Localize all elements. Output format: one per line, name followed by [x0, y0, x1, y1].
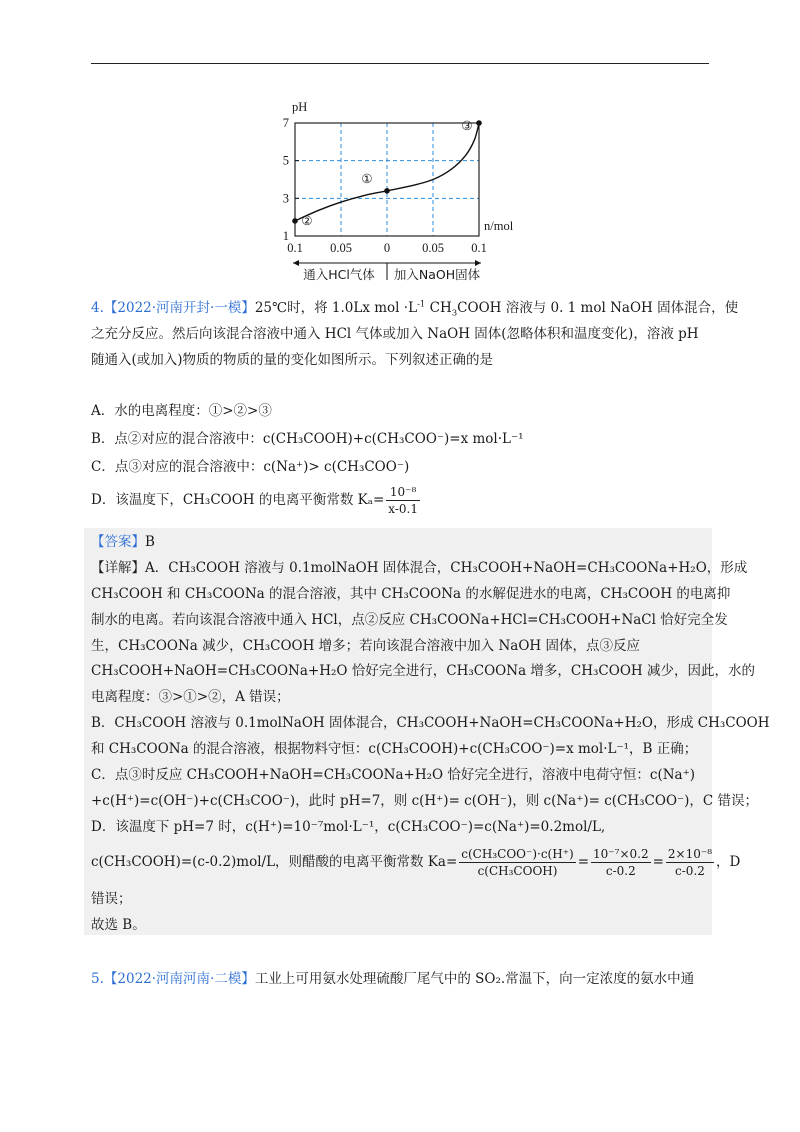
detail-last-1: 错误；	[91, 891, 132, 907]
ph-chart	[270, 95, 530, 295]
answer-value: B	[145, 534, 155, 550]
y-tick-label: 5	[282, 153, 289, 168]
left-arrow-icon	[293, 260, 299, 266]
detail-text: A．CH₃COOH 溶液与 0.1molNaOH 固体混合，CH₃COOH+NaOH=CH₃COONa+H₂O，形成	[145, 560, 748, 576]
option-d-text: D．该温度下，CH₃COOH 的电离平衡常数 Kₐ=	[91, 492, 385, 508]
ka-prefix: c(CH₃COOH)=(c-0.2)mol/L，则醋酸的电离平衡常数 Ka=	[91, 854, 458, 870]
question-text: COOH 溶液与 0. 1 mol NaOH 固体混合，使	[457, 300, 739, 316]
point-label: ①	[361, 171, 373, 186]
x-axis-label: n/mol	[484, 219, 514, 233]
direction-label-left: 通入HCl气体	[303, 267, 375, 282]
question-source: 【2022·河南河南·二模】	[103, 971, 255, 987]
x-tick-label: 0.1	[287, 241, 303, 255]
question-source: 【2022·河南开封·一模】	[103, 300, 255, 316]
direction-label-right: 加入NaOH固体	[393, 267, 481, 282]
option-b: B．点②对应的混合溶液中：c(CH₃COOH)+c(CH₃COO⁻)=x mol·L⁻¹	[91, 431, 524, 447]
question-4	[91, 295, 739, 373]
option-c: C．点③对应的混合溶液中：c(Na⁺)> c(CH₃COO⁻)	[91, 459, 410, 475]
data-point	[476, 120, 482, 126]
option-a: A．水的电离程度：①>②>③	[91, 403, 272, 419]
answer-tag: 【答案】	[91, 534, 145, 550]
x-tick-label: 0	[383, 241, 391, 255]
ka-fraction-1	[459, 846, 575, 879]
question-text: CH	[425, 300, 452, 316]
detail-line-6: B．CH₃COOH 溶液与 0.1molNaOH 固体混合，CH₃COOH+NaOH=CH₃COONa+H₂O，形成 CH₃COOH	[91, 715, 770, 731]
y-tick-label: 3	[282, 191, 289, 206]
chart-axes	[283, 100, 514, 280]
equals-sign: =	[577, 854, 590, 870]
ka-fraction-2	[591, 846, 651, 879]
detail-tag: 【详解】	[91, 560, 145, 576]
data-point	[384, 188, 390, 194]
question-number: 5.	[91, 971, 104, 987]
right-arrow-icon	[475, 260, 481, 266]
fraction-denominator: x-0.1	[388, 502, 418, 516]
detail-line-5: 电离程度：③>①>②，A 错误；	[91, 689, 290, 705]
fraction-denominator: c-0.2	[605, 864, 636, 878]
question-4-line-1	[91, 295, 739, 321]
fraction-numerator: c(CH₃COO⁻)·c(H⁺)	[461, 847, 574, 861]
ka-suffix: ，D	[716, 854, 741, 870]
question-text: 工业上可用氨水处理硫酸厂尾气中的 SO₂.常温下，向一定浓度的氨水中通	[254, 971, 695, 987]
fraction-numerator: 10⁻⁷×0.2	[593, 847, 649, 861]
y-tick-label: 7	[282, 116, 289, 130]
question-text: 25℃时，将 1.0Lx mol ·L	[254, 300, 418, 316]
question-number: 4.	[91, 300, 104, 316]
y-axis-label: pH	[292, 100, 308, 114]
question-4-line-2: 之充分反应。然后向该混合溶液中通入 HCl 气体或加入 NaOH 固体(忽略体积和温度变化)，溶液 pH	[91, 326, 699, 342]
point-label: ③	[461, 119, 473, 133]
ka-fraction-3	[666, 846, 714, 879]
top-rule	[91, 63, 709, 64]
detail-line-1: CH₃COOH 和 CH₃COONa 的混合溶液，其中 CH₃COONa 的水解促进水的电离，CH₃COOH 的电离抑	[91, 586, 731, 602]
detail-line-10: D．该温度下 pH=7 时，c(H⁺)=10⁻⁷mol·L⁻¹，c(CH₃COO⁻)=c(Na⁺)=0.2mol/L,	[91, 819, 606, 835]
detail-last-2: 故选 B。	[91, 917, 146, 933]
equals-sign: =	[652, 854, 664, 870]
option-d-fraction	[386, 484, 420, 517]
answer-line	[91, 531, 155, 553]
x-tick-label: 0.1	[471, 241, 487, 255]
fraction-denominator: c(CH₃COOH)	[477, 864, 558, 878]
fraction-numerator: 2×10⁻⁸	[667, 847, 713, 861]
detail-line-9: +c(H⁺)=c(OH⁻)+c(CH₃COO⁻)，此时 pH=7，则 c(H⁺)= c(OH⁻)，则 c(Na⁺)= c(CH₃COO⁻)，C 错误；	[91, 793, 759, 809]
x-tick-label: 0.05	[422, 241, 444, 255]
superscript: -1	[417, 299, 426, 310]
chart-labels	[301, 119, 480, 282]
detail-line-0	[91, 557, 747, 579]
detail-line-7: 和 CH₃COONa 的混合溶液，根据物料守恒：c(CH₃COOH)+c(CH₃COO⁻)=x mol·L⁻¹，B 正确；	[91, 741, 698, 757]
detail-line-4: CH₃COOH+NaOH=CH₃COONa+H₂O 恰好完全进行，CH₃COONa 增多，CH₃COOH 减少，因此，水的	[91, 663, 755, 679]
detail-line-8: C．点③时反应 CH₃COOH+NaOH=CH₃COONa+H₂O 恰好完全进行，溶液中电荷守恒：c(Na⁺)	[91, 767, 695, 783]
question-4-line-3: 随通入(或加入)物质的物质的量的变化如图所示。下列叙述正确的是	[91, 352, 494, 368]
detail-line-2: 制水的电离。若向该混合溶液中通入 HCl，点②反应 CH₃COONa+HCl=CH₃COOH+NaCl 恰好完全发	[91, 612, 728, 628]
x-tick-label: 0.05	[330, 241, 352, 255]
point-label: ②	[301, 213, 313, 228]
y-tick-label: 1	[282, 229, 289, 243]
fraction-denominator: c-0.2	[675, 864, 705, 878]
fraction-numerator: 10⁻⁸	[386, 484, 420, 501]
chart-grid	[295, 123, 479, 236]
ka-formula-line	[91, 846, 740, 879]
data-point	[292, 218, 298, 224]
subscript: 3	[451, 308, 458, 319]
question-5	[91, 968, 694, 990]
option-d	[91, 484, 422, 517]
detail-line-3: 生，CH₃COONa 减少，CH₃COOH 增多；若向该混合溶液中加入 NaOH 固体，点③反应	[91, 638, 640, 654]
